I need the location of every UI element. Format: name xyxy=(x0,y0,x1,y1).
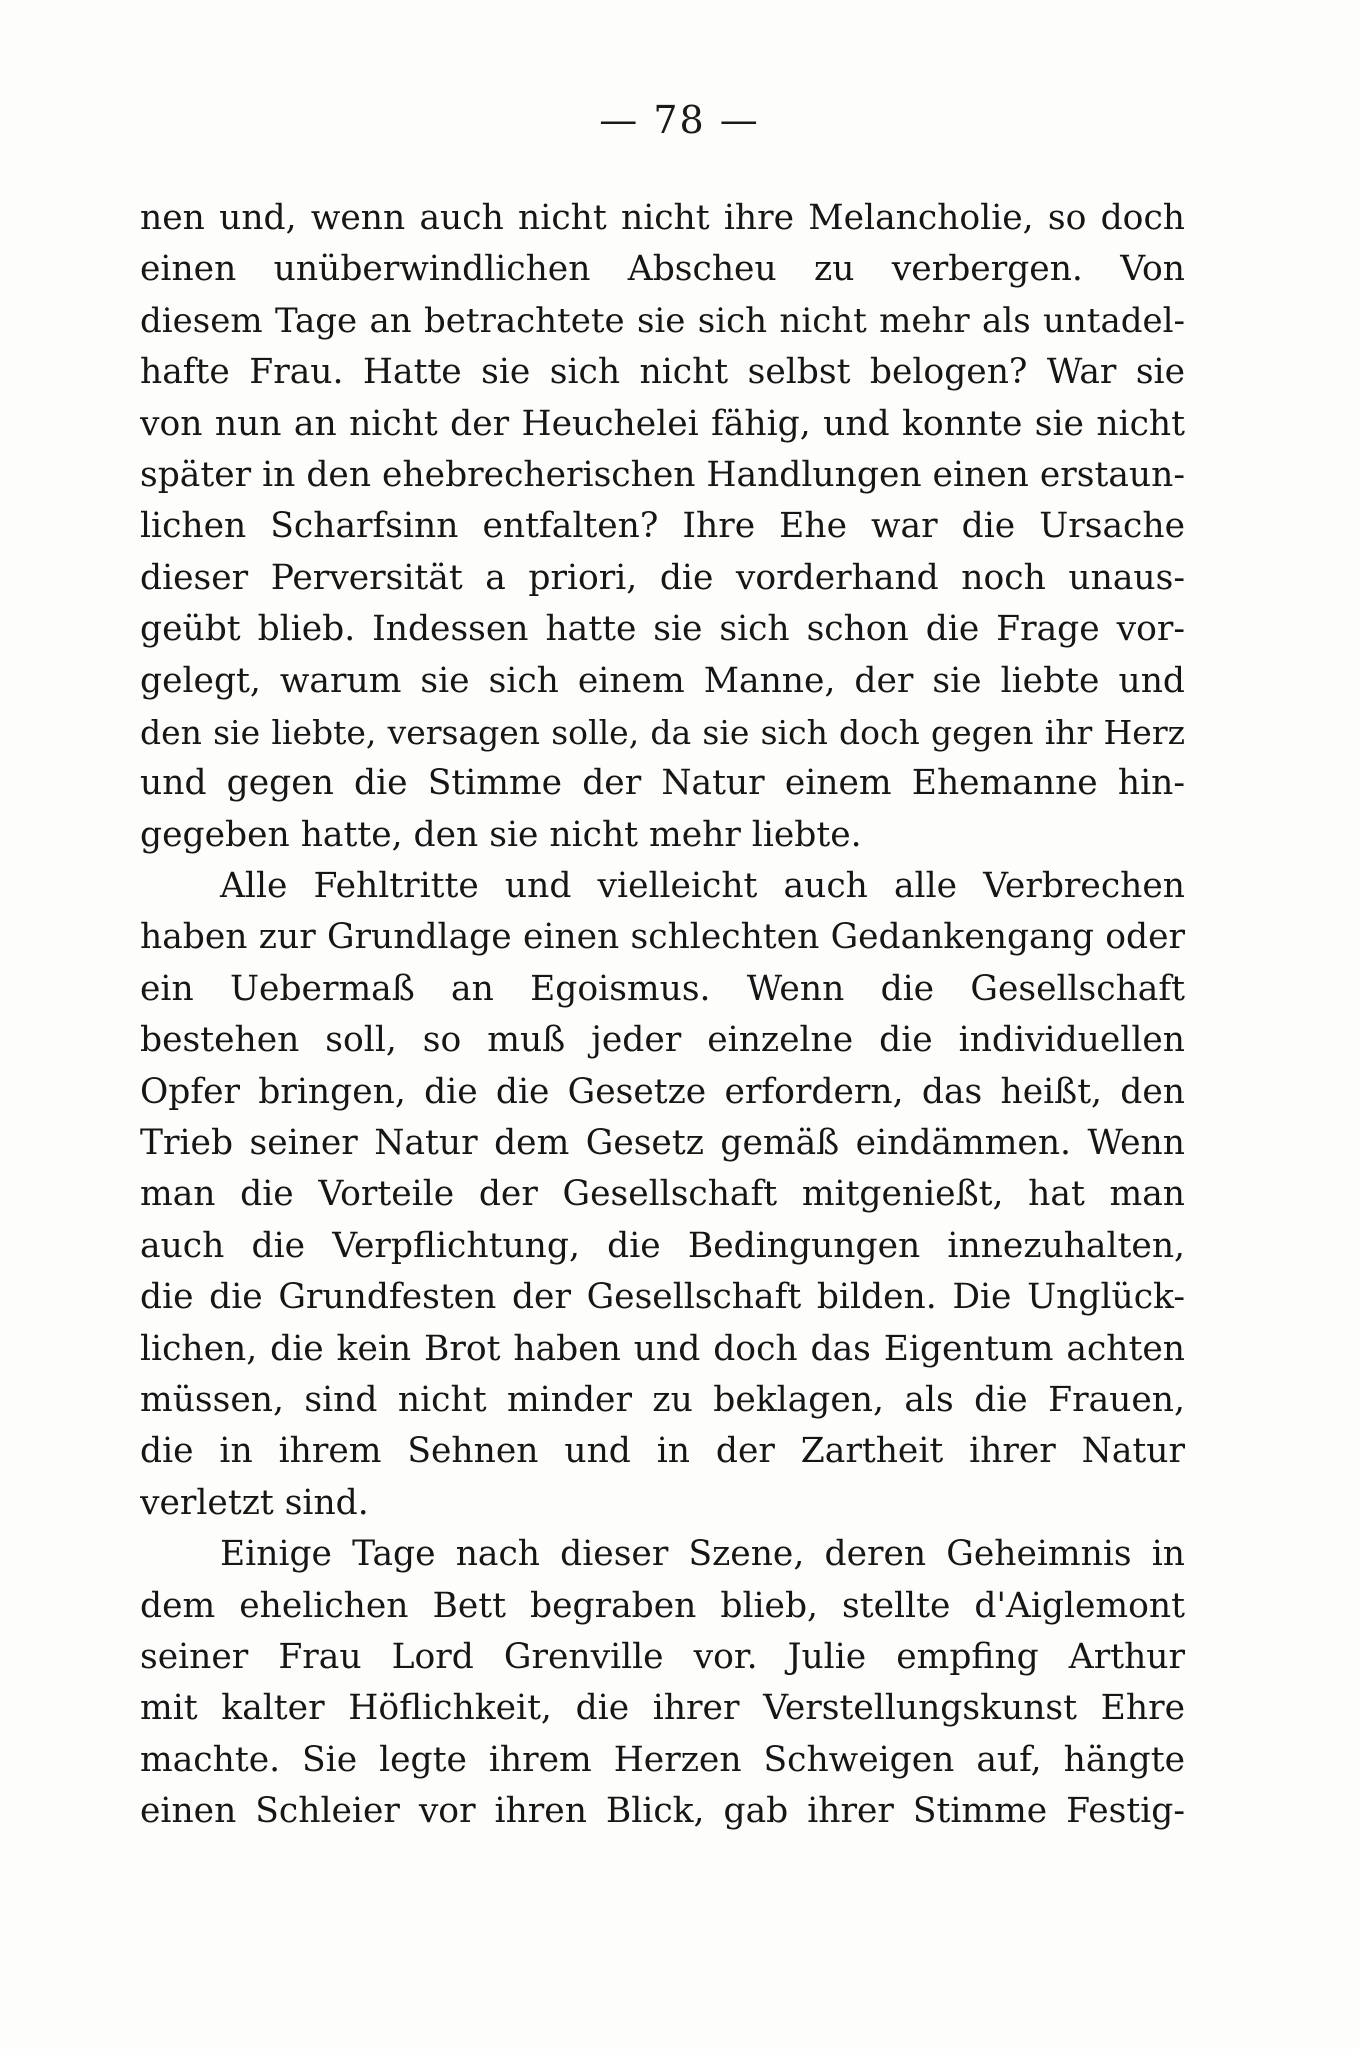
text-line: Einige Tage nach dieser Szene, deren Geheimnis in xyxy=(220,1534,1185,1575)
text-line: machte. Sie legte ihrem Herzen Schweigen auf, hängte xyxy=(140,1739,1185,1780)
text-line: einen unüberwindlichen Abscheu zu verbergen. Von xyxy=(140,249,1185,290)
text-line: einen Schleier vor ihren Blick, gab ihrer Stimme Festig- xyxy=(140,1791,1185,1832)
text-line: auch die Verpflichtung, die Bedingungen innezuhalten, xyxy=(140,1225,1185,1266)
text-line: lichen, die kein Brot haben und doch das Eigentum achten xyxy=(140,1328,1185,1369)
text-line: müssen, sind nicht minder zu beklagen, als die Frauen, xyxy=(140,1379,1185,1420)
text-line: lichen Scharfsinn entfalten? Ihre Ehe war die Ursache xyxy=(140,506,1185,547)
text-line: später in den ehebrecherischen Handlungen einen erstaun- xyxy=(140,454,1185,495)
text-line: gelegt, warum sie sich einem Manne, der sie liebte und xyxy=(140,660,1185,701)
text-line: seiner Frau Lord Grenville vor. Julie empfing Arthur xyxy=(140,1636,1185,1677)
text-line: den sie liebte, versagen solle, da sie sich doch gegen ihr Herz xyxy=(140,712,1185,752)
text-line: Trieb seiner Natur dem Gesetz gemäß eindämmen. Wenn xyxy=(140,1123,1185,1164)
text-line: hafte Frau. Hatte sie sich nicht selbst belogen? War sie xyxy=(140,352,1185,393)
page-number: — 78 — xyxy=(599,98,760,142)
text-line: von nun an nicht der Heuchelei fähig, und konnte sie nicht xyxy=(140,403,1185,444)
text-line: mit kalter Höflichkeit, die ihrer Verstellungskunst Ehre xyxy=(140,1688,1185,1729)
text-line: Opfer bringen, die die Gesetze erfordern, das heißt, den xyxy=(140,1071,1185,1112)
text-line: geübt blieb. Indessen hatte sie sich schon die Frage vor- xyxy=(140,609,1185,650)
text-line: ein Uebermaß an Egoismus. Wenn die Gesellschaft xyxy=(140,968,1185,1009)
text-line: die in ihrem Sehnen und in der Zartheit ihrer Natur xyxy=(140,1431,1185,1472)
text-line: diesem Tage an betrachtete sie sich nicht mehr als untadel- xyxy=(140,300,1185,341)
text-line: haben zur Grundlage einen schlechten Gedankengang oder xyxy=(140,917,1185,958)
text-line: gegeben hatte, den sie nicht mehr liebte. xyxy=(140,814,862,855)
text-line: bestehen soll, so muß jeder einzelne die individuellen xyxy=(140,1020,1185,1061)
text-line: die die Grundfesten der Gesellschaft bilden. Die Unglück- xyxy=(140,1277,1185,1318)
text-line: Alle Fehltritte und vielleicht auch alle Verbrechen xyxy=(220,866,1185,907)
text-line: man die Vorteile der Gesellschaft mitgenießt, hat man xyxy=(140,1174,1185,1215)
text-line: und gegen die Stimme der Natur einem Ehemanne hin- xyxy=(140,763,1185,804)
text-line: nen und, wenn auch nicht nicht ihre Melancholie, so doch xyxy=(140,198,1185,238)
text-line: dem ehelichen Bett begraben blieb, stellte d'Aiglemont xyxy=(140,1585,1185,1626)
body-text xyxy=(140,193,1185,1838)
text-line: dieser Perversität a priori, die vorderhand noch unaus- xyxy=(140,557,1185,598)
text-line: verletzt sind. xyxy=(140,1482,369,1523)
